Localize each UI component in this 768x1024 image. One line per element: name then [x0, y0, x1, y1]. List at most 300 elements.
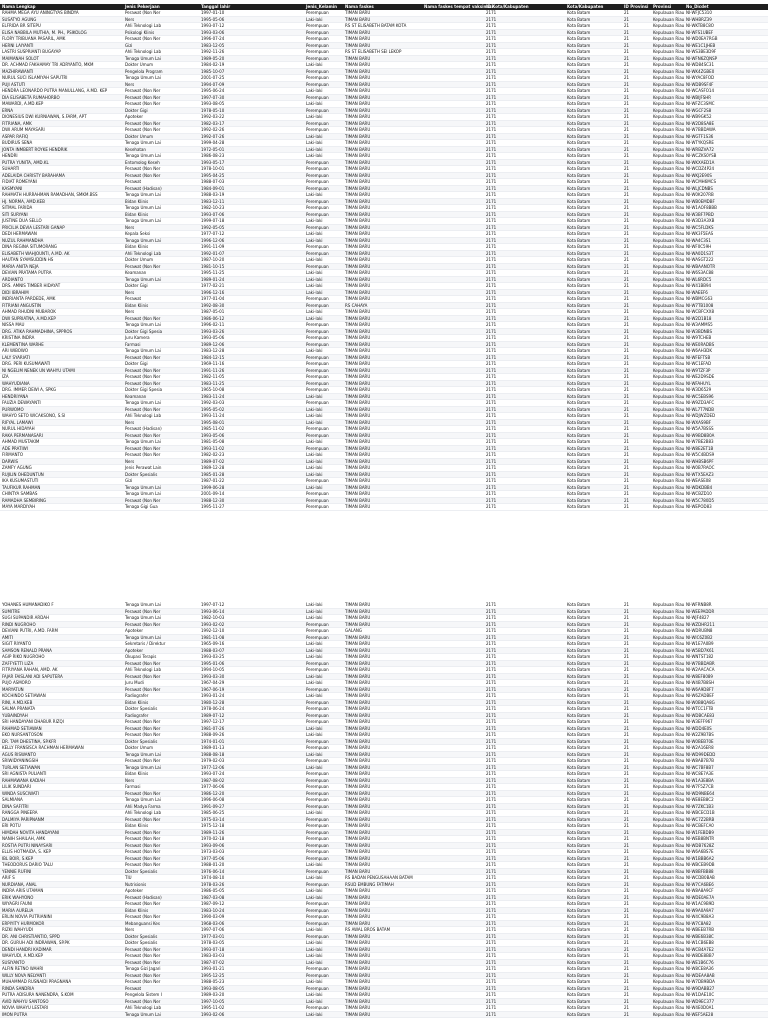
cell-provinsi: Kepulauan Riau: [653, 374, 685, 379]
cell-kelamin: Laki-laki: [306, 875, 323, 880]
cell-faskes: TIMAN BARU: [345, 660, 371, 666]
cell-kota: Kota Batam: [567, 484, 591, 490]
cell-no-dicdet: NI-WCMH6MCS: [686, 179, 716, 184]
cell-pekerjaan: Ners: [125, 289, 135, 295]
cell-kota: Kota Batam: [567, 413, 591, 418]
cell-no-dicdet: NI-WJF4827: [686, 615, 710, 620]
cell-kota: Kota Batam: [567, 797, 591, 802]
cell-nama: DIDI IBRAHIM: [2, 289, 29, 295]
cell-pekerjaan: Apoteker: [125, 628, 144, 633]
cell-id-provinsi: 21: [624, 367, 630, 373]
cell-kelamin: Laki-laki: [306, 471, 323, 477]
cell-id-kota: 2171: [486, 471, 497, 477]
cell-kota: Kota Batam: [567, 218, 591, 223]
cell-no-dicdet: NI-W1CB6EB8: [686, 940, 714, 945]
cell-tgl-lahir: 1993-05-06: [201, 432, 225, 438]
cell-tgl-lahir: 1983-12-11: [201, 198, 225, 204]
cell-no-dicdet: NI-W9BD8B0A: [686, 432, 715, 438]
cell-tgl-lahir: 1992-08-30: [201, 302, 225, 308]
cell-id-kota: 2171: [486, 797, 497, 802]
cell-kota: Kota Batam: [567, 881, 591, 887]
cell-provinsi: Kepulauan Riau: [653, 179, 685, 184]
cell-id-provinsi: 21: [624, 315, 630, 321]
cell-id-provinsi: 21: [624, 842, 630, 848]
cell-id-kota: 2171: [486, 478, 497, 483]
cell-no-dicdet: NI-WE0RADBS: [686, 341, 715, 347]
cell-nama: HENDRA LEONARDO PUTRA MANULLANG, A.MD. KEP: [2, 88, 108, 93]
cell-faskes: TIMAN BARU: [345, 140, 371, 145]
cell-kota: Kota Batam: [567, 933, 591, 939]
cell-kota: Kota Batam: [567, 237, 591, 243]
cell-id-kota: 2171: [486, 55, 497, 61]
cell-nama: FITRIANA, AMK: [2, 120, 32, 126]
cell-nama: PRICILIA DEVIA LESTARI GANAP: [2, 224, 65, 230]
cell-kota: Kota Batam: [567, 504, 591, 509]
cell-tgl-lahir: 1994-10-05: [201, 667, 225, 672]
cell-nama: DR. ACHMAD FAKHAMAY TRI ADRYANTO, MKM: [2, 62, 94, 67]
cell-faskes: TIMAN BARU: [345, 68, 371, 74]
cell-provinsi: Kepulauan Riau: [653, 608, 685, 614]
cell-tgl-lahir: 1993-03-26: [201, 328, 225, 334]
cell-pekerjaan: Ahli Teknologi Lab: [125, 1005, 161, 1010]
cell-id-provinsi: 21: [624, 602, 630, 607]
cell-faskes: TIMAN BARU: [345, 270, 371, 275]
cell-nama: HAUTAN SYAMSUDDIN HS: [2, 257, 54, 262]
cell-provinsi: Kepulauan Riau: [653, 153, 685, 158]
cell-tgl-lahir: 1984-02-19: [201, 62, 225, 67]
cell-kelamin: Perempuan: [306, 328, 329, 334]
cell-id-kota: 2171: [486, 127, 497, 132]
cell-tgl-lahir: 1978-10-01: [201, 166, 225, 171]
cell-provinsi: Kepulauan Riau: [653, 146, 685, 152]
cell-kota: Kota Batam: [567, 432, 591, 438]
cell-provinsi: Kepulauan Riau: [653, 764, 685, 770]
cell-pekerjaan: Perawat (Non Ner: [125, 621, 161, 627]
cell-faskes: TIMAN BARU: [345, 205, 371, 210]
cell-nama: DINA SAFITRI: [2, 803, 29, 809]
cell-no-dicdet: NI-W9A0A9A7: [686, 907, 714, 913]
cell-tgl-lahir: 1982-02-23: [201, 452, 225, 457]
cell-id-kota: 2171: [486, 445, 497, 451]
cell-id-provinsi: 21: [624, 667, 630, 672]
cell-no-dicdet: NI-WKTB8C8O: [686, 23, 714, 28]
cell-id-provinsi: 21: [624, 777, 630, 783]
cell-no-dicdet: NI-W1AC9B9D: [686, 901, 715, 906]
cell-id-kota: 2171: [486, 504, 497, 509]
cell-provinsi: Kepulauan Riau: [653, 127, 685, 132]
cell-pekerjaan: Tenaga Umum Lai: [125, 764, 161, 770]
cell-id-kota: 2171: [486, 881, 497, 887]
cell-faskes: TIMAN BARU: [345, 276, 371, 282]
cell-faskes: TIMAN BARU: [345, 810, 371, 815]
cell-pekerjaan: Kesehatan: [125, 146, 146, 152]
cell-id-provinsi: 21: [624, 68, 630, 74]
cell-id-kota: 2171: [486, 263, 497, 269]
cell-no-dicdet: NI-WTYKQSRE: [686, 140, 714, 145]
cell-provinsi: Kepulauan Riau: [653, 634, 685, 640]
cell-nama: RINDA SANDRIA: [2, 985, 35, 991]
cell-faskes: TIMAN BARU: [345, 497, 371, 503]
cell-nama: SRIWIDYANINGSIH: [2, 758, 39, 763]
cell-id-kota: 2171: [486, 940, 497, 945]
cell-id-kota: 2171: [486, 270, 497, 275]
cell-kota: Kota Batam: [567, 276, 591, 282]
cell-provinsi: Kepulauan Riau: [653, 615, 685, 620]
cell-kelamin: Perempuan: [306, 432, 329, 438]
cell-kelamin: Laki-laki: [306, 764, 323, 770]
cell-nama: SRI HANDAYANI DHABUR RIZQI: [2, 719, 64, 724]
cell-kota: Kota Batam: [567, 361, 591, 366]
cell-id-kota: 2171: [486, 218, 497, 223]
cell-no-dicdet: NI-W1BBB6A2: [686, 855, 715, 861]
cell-kelamin: Laki-laki: [306, 237, 323, 243]
cell-no-dicdet: NI-WBMCG63: [686, 296, 713, 301]
cell-id-kota: 2171: [486, 159, 497, 165]
cell-no-dicdet: NI-W7DB9BDA: [686, 979, 715, 984]
cell-id-kota: 2171: [486, 257, 497, 262]
cell-id-provinsi: 21: [624, 888, 630, 893]
cell-pekerjaan: Dokter Gigi Spesia: [125, 387, 163, 392]
cell-no-dicdet: NI-W0B8QA8G: [686, 699, 715, 705]
cell-nama: FAJAR FAISLANI ADI SAPUTERA: [2, 673, 63, 679]
cell-kelamin: Laki-laki: [306, 231, 323, 236]
cell-kelamin: Laki-laki: [306, 1011, 323, 1017]
cell-faskes: TIMAN BARU: [345, 426, 371, 431]
cell-nama: DEDI HERMAWAN: [2, 231, 37, 236]
cell-no-dicdet: NI-WRBZVA72: [686, 146, 714, 152]
cell-provinsi: Kepulauan Riau: [653, 302, 685, 308]
cell-provinsi: Kepulauan Riau: [653, 920, 685, 926]
cell-no-dicdet: NI-WDKDBB4: [686, 484, 713, 490]
cell-no-dicdet: NI-WA4C3S1: [686, 237, 711, 243]
cell-pekerjaan: Perawat (Non Ner: [125, 315, 161, 321]
cell-id-provinsi: 21: [624, 361, 630, 366]
cell-pekerjaan: Perawat (Non Ner: [125, 855, 161, 861]
cell-id-kota: 2171: [486, 231, 497, 236]
cell-id-provinsi: 21: [624, 732, 630, 737]
cell-no-dicdet: NI-W8AB7B7B: [686, 758, 715, 763]
cell-kota: Kota Batam: [567, 88, 591, 93]
cell-kelamin: Perempuan: [306, 745, 329, 750]
cell-id-provinsi: 21: [624, 283, 630, 288]
cell-kota: Kota Batam: [567, 940, 591, 945]
cell-faskes: TIMAN BARU: [345, 777, 371, 783]
cell-kelamin: Laki-laki: [306, 940, 323, 945]
cell-id-kota: 2171: [486, 192, 497, 197]
cell-nama: ELLIS HOTMAIDA, S. KEP: [2, 849, 51, 854]
cell-tgl-lahir: 1995-08-01: [201, 419, 225, 425]
cell-kota: Kota Batam: [567, 400, 591, 405]
cell-faskes: RS ST ELISABETH BATAM KOTA: [345, 23, 407, 28]
cell-id-kota: 2171: [486, 140, 497, 145]
cell-kelamin: Perempuan: [306, 68, 329, 74]
cell-kelamin: Perempuan: [306, 166, 329, 171]
cell-id-provinsi: 21: [624, 634, 630, 640]
cell-pekerjaan: Dokter Umum: [125, 257, 154, 262]
header-id-kota: ID Kota/Kabupaten: [486, 4, 529, 9]
cell-faskes: TIMAN BARU: [345, 706, 371, 711]
cell-provinsi: Kepulauan Riau: [653, 693, 685, 698]
cell-no-dicdet: NI-WBE6B38C: [686, 933, 714, 939]
cell-kelamin: Laki-laki: [306, 888, 323, 893]
cell-kelamin: Laki-laki: [306, 452, 323, 457]
cell-tgl-lahir: 1980-12-28: [201, 699, 225, 705]
cell-id-kota: 2171: [486, 686, 497, 692]
cell-id-kota: 2171: [486, 680, 497, 685]
cell-tgl-lahir: 1996-12-16: [201, 289, 225, 295]
cell-tgl-lahir: 1995-12-25: [201, 972, 225, 978]
cell-tgl-lahir: 1974-01-01: [201, 738, 225, 744]
cell-kota: Kota Batam: [567, 966, 591, 971]
cell-nama: SUSIYANTO: [2, 959, 25, 965]
cell-provinsi: Kepulauan Riau: [653, 1011, 685, 1017]
cell-kelamin: Laki-laki: [306, 218, 323, 223]
cell-nama: SUMITRE: [2, 608, 20, 614]
cell-kota: Kota Batam: [567, 439, 591, 444]
cell-pekerjaan: Tenaga Gigi Gua: [125, 504, 158, 509]
cell-faskes: TIMAN BARU: [345, 465, 371, 470]
cell-tgl-lahir: 1993-01-21: [201, 966, 225, 971]
cell-nama: ERLIN NOVIA PUTRIANINI: [2, 914, 52, 919]
cell-id-kota: 2171: [486, 224, 497, 230]
cell-kelamin: Perempuan: [306, 719, 329, 724]
cell-no-dicdet: NI-WDE0AE7A: [686, 894, 715, 900]
cell-id-kota: 2171: [486, 706, 497, 711]
cell-kelamin: Perempuan: [306, 823, 329, 828]
cell-nama: HENDRIYANA: [2, 393, 29, 399]
cell-id-provinsi: 21: [624, 445, 630, 451]
header-nama: Nama Lengkap: [2, 4, 36, 9]
cell-id-kota: 2171: [486, 88, 497, 93]
cell-kota: Kota Batam: [567, 309, 591, 314]
cell-id-kota: 2171: [486, 491, 497, 496]
cell-id-provinsi: 21: [624, 263, 630, 269]
cell-faskes: TIMAN BARU: [345, 231, 371, 236]
cell-provinsi: Kepulauan Riau: [653, 283, 685, 288]
cell-kota: Kota Batam: [567, 764, 591, 770]
cell-tgl-lahir: 1982-10-03: [201, 615, 225, 620]
cell-tgl-lahir: 1983-11-24: [201, 393, 225, 399]
cell-id-kota: 2171: [486, 335, 497, 340]
cell-nama: HENDRI: [2, 153, 18, 158]
cell-faskes: TIMAN BARU: [345, 335, 371, 340]
cell-pekerjaan: Ners: [125, 458, 135, 464]
cell-provinsi: Kepulauan Riau: [653, 335, 685, 340]
cell-kelamin: Perempuan: [306, 224, 329, 230]
cell-id-provinsi: 21: [624, 745, 630, 750]
cell-pekerjaan: Ahli Teknologi Lab: [125, 250, 161, 256]
cell-id-kota: 2171: [486, 647, 497, 653]
cell-nama: ASPAR RAFIQ: [2, 133, 29, 139]
cell-pekerjaan: Perawat: [125, 985, 142, 991]
cell-no-dicdet: NI-W9TCHEB: [686, 335, 712, 340]
cell-faskes: TIMAN BARU: [345, 673, 371, 679]
cell-no-dicdet: NI-WCBFCXX8: [686, 309, 715, 314]
cell-tgl-lahir: 1993-09-06: [201, 842, 225, 848]
cell-kelamin: Perempuan: [306, 634, 329, 640]
cell-tgl-lahir: 1978-06-24: [201, 706, 225, 711]
cell-kota: Kota Batam: [567, 62, 591, 67]
cell-id-kota: 2171: [486, 16, 497, 22]
cell-provinsi: Kepulauan Riau: [653, 133, 685, 139]
cell-tgl-lahir: 1987-07-02: [201, 959, 225, 965]
cell-kota: Kota Batam: [567, 777, 591, 783]
cell-pekerjaan: Sekretaris / Direktur: [125, 641, 166, 646]
cell-kelamin: Laki-laki: [306, 673, 323, 679]
cell-id-kota: 2171: [486, 959, 497, 965]
cell-faskes: TIMAN BARU: [345, 62, 371, 67]
cell-kelamin: Laki-laki: [306, 114, 323, 119]
cell-nama: WAHYO SETO WICAKSONO, S.SI: [2, 413, 66, 418]
cell-tgl-lahir: 1997-07-12: [201, 602, 225, 607]
cell-id-kota: 2171: [486, 406, 497, 412]
cell-kota: Kota Batam: [567, 42, 591, 48]
cell-provinsi: Kepulauan Riau: [653, 699, 685, 705]
cell-nama: SAMSON RENALD PRANA: [2, 647, 52, 653]
cell-kota: Kota Batam: [567, 946, 591, 952]
cell-tgl-lahir: 1993-07-12: [201, 23, 225, 28]
cell-no-dicdet: NI-WB0EMDBF: [686, 198, 715, 204]
cell-no-dicdet: NI-W1A3E8BA: [686, 777, 714, 783]
cell-kota: Kota Batam: [567, 29, 591, 35]
cell-kota: Kota Batam: [567, 75, 591, 80]
cell-provinsi: Kepulauan Riau: [653, 88, 685, 93]
cell-kota: Kota Batam: [567, 380, 591, 386]
cell-faskes: TIMAN BARU: [345, 966, 371, 971]
cell-id-kota: 2171: [486, 732, 497, 737]
cell-tgl-lahir: 1977-06-06: [201, 784, 225, 789]
cell-id-kota: 2171: [486, 283, 497, 288]
cell-no-dicdet: NI-W2AACACA: [686, 667, 715, 672]
cell-id-kota: 2171: [486, 172, 497, 178]
cell-kota: Kota Batam: [567, 602, 591, 607]
cell-no-dicdet: NI-W6ZADBEF: [686, 693, 715, 698]
cell-kelamin: Perempuan: [306, 491, 329, 496]
cell-kelamin: Laki-laki: [306, 894, 323, 900]
cell-provinsi: Kepulauan Riau: [653, 341, 685, 347]
cell-pekerjaan: Tenaga Umum Lai: [125, 797, 161, 802]
cell-nama: HJ. NORMA, AMD.KEB: [2, 198, 45, 204]
cell-kota: Kota Batam: [567, 621, 591, 627]
cell-faskes: TIMAN BARU: [345, 42, 371, 48]
cell-provinsi: Kepulauan Riau: [653, 992, 685, 997]
cell-id-provinsi: 21: [624, 784, 630, 789]
cell-faskes: TIMAN BARU: [345, 36, 371, 41]
cell-id-provinsi: 21: [624, 1011, 630, 1017]
cell-pekerjaan: Ahli Teknologi Lab: [125, 23, 161, 28]
cell-tgl-lahir: 1993-08-05: [201, 985, 225, 991]
cell-nama: YENNIE RUFINI: [2, 868, 32, 874]
cell-kota: Kota Batam: [567, 211, 591, 217]
cell-pekerjaan: Ners: [125, 81, 135, 87]
cell-provinsi: Kepulauan Riau: [653, 628, 685, 633]
cell-nama: NURUL HIDAYAH: [2, 426, 35, 431]
cell-kota: Kota Batam: [567, 367, 591, 373]
cell-tgl-lahir: 1997-01-10: [201, 10, 225, 15]
cell-kelamin: Perempuan: [306, 758, 329, 763]
cell-no-dicdet: NI-WHBRZ39: [686, 16, 712, 22]
cell-kota: Kota Batam: [567, 699, 591, 705]
cell-kota: Kota Batam: [567, 471, 591, 477]
cell-kota: Kota Batam: [567, 732, 591, 737]
cell-provinsi: Kepulauan Riau: [653, 62, 685, 67]
cell-id-provinsi: 21: [624, 823, 630, 828]
cell-id-kota: 2171: [486, 764, 497, 770]
cell-tgl-lahir: 1978-05-10: [201, 107, 225, 113]
cell-pekerjaan: Dokter Gigi: [125, 361, 148, 366]
cell-nama: IBL BOIR, S.KEP: [2, 855, 34, 861]
cell-faskes: TIMAN BARU: [345, 855, 371, 861]
cell-no-dicdet: NI-WCDB0BAB: [686, 875, 715, 880]
cell-nama: RAHMAWANA KADIAH: [2, 777, 46, 783]
cell-kelamin: Perempuan: [306, 244, 329, 249]
cell-tgl-lahir: 1996-12-06: [201, 237, 225, 243]
cell-kota: Kota Batam: [567, 250, 591, 256]
cell-kota: Kota Batam: [567, 458, 591, 464]
cell-id-kota: 2171: [486, 829, 497, 835]
cell-provinsi: Kepulauan Riau: [653, 953, 685, 958]
cell-pekerjaan: Perawat (Non Ner: [125, 88, 161, 93]
cell-no-dicdet: NI-WEF5AE28: [686, 1011, 714, 1017]
cell-kelamin: Perempuan: [306, 712, 329, 718]
cell-provinsi: Kepulauan Riau: [653, 413, 685, 418]
cell-id-kota: 2171: [486, 790, 497, 796]
cell-no-dicdet: NI-WDEAA8AB: [686, 972, 715, 978]
cell-no-dicdet: NI-WD84SC31: [686, 62, 714, 67]
cell-nama: DRG. PERI KUSUMAWATI: [2, 361, 51, 366]
cell-pekerjaan: Perawat (Non Ner: [125, 998, 161, 1004]
cell-no-dicdet: NI-W3D3A3XB: [686, 218, 715, 223]
cell-pekerjaan: Tenaga Umum Lai: [125, 205, 161, 210]
cell-provinsi: Kepulauan Riau: [653, 745, 685, 750]
cell-kelamin: Laki-laki: [306, 140, 323, 145]
cell-pekerjaan: Jenis Perawat Lain: [125, 465, 162, 470]
cell-kelamin: Laki-laki: [306, 647, 323, 653]
cell-no-dicdet: NI-WFJC5310: [686, 10, 712, 15]
cell-faskes: TIMAN BARU: [345, 101, 371, 106]
cell-id-kota: 2171: [486, 94, 497, 100]
cell-id-kota: 2171: [486, 432, 497, 438]
cell-faskes: TIMAN BARU: [345, 452, 371, 457]
cell-id-kota: 2171: [486, 868, 497, 874]
cell-id-kota: 2171: [486, 296, 497, 301]
cell-id-kota: 2171: [486, 894, 497, 900]
cell-no-dicdet: NI-W2D8SA8E: [686, 120, 714, 126]
cell-nama: RAMADHA SEMBIRING: [2, 497, 47, 503]
cell-no-dicdet: NI-W7BBDABR: [686, 660, 715, 666]
cell-kelamin: Perempuan: [306, 120, 329, 126]
cell-nama: BUDIRUS SENA: [2, 140, 33, 145]
cell-nama: DEVIAN PRATAMA PUTRA: [2, 270, 52, 275]
cell-id-kota: 2171: [486, 452, 497, 457]
cell-kelamin: Laki-laki: [306, 959, 323, 965]
cell-provinsi: Kepulauan Riau: [653, 738, 685, 744]
cell-kelamin: Perempuan: [306, 322, 329, 327]
cell-faskes: TIMAN BARU: [345, 348, 371, 353]
cell-kelamin: Laki-laki: [306, 283, 323, 288]
cell-kota: Kota Batam: [567, 348, 591, 353]
cell-no-dicdet: NI-W4C9B8A3: [686, 914, 714, 919]
cell-kelamin: Perempuan: [306, 738, 329, 744]
cell-pekerjaan: Perawat (Non Ner: [125, 901, 161, 906]
cell-faskes: TIMAN BARU: [345, 888, 371, 893]
cell-kota: Kota Batam: [567, 146, 591, 152]
cell-faskes: TIMAN BARU: [345, 413, 371, 418]
cell-faskes: TIMAN BARU: [345, 120, 371, 126]
cell-kelamin: Perempuan: [306, 478, 329, 483]
cell-id-kota: 2171: [486, 621, 497, 627]
cell-kota: Kota Batam: [567, 868, 591, 874]
